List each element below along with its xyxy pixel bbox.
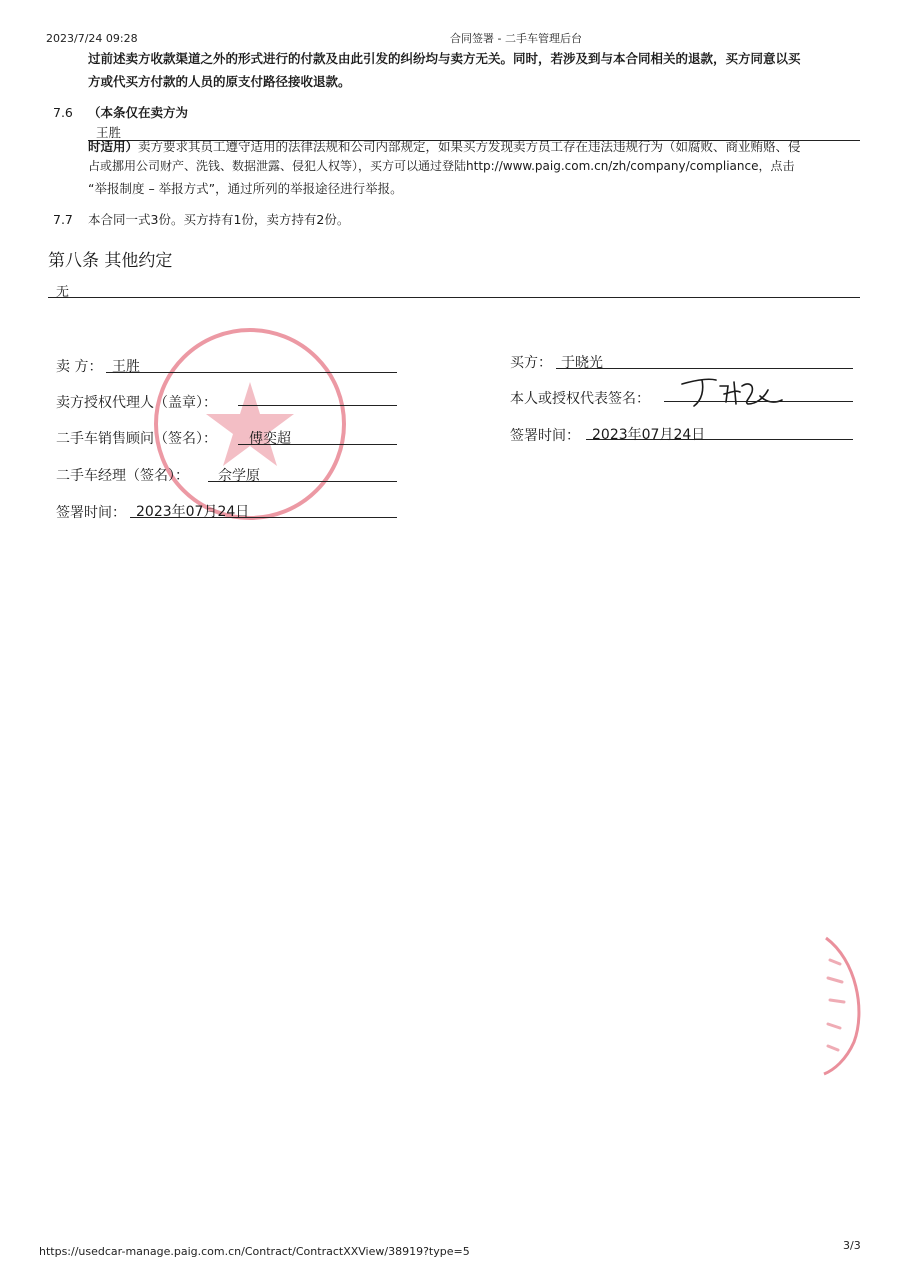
clause-7-6-text3: “举报制度 – 举报方式”，通过所列的举报途径进行举报。 <box>88 181 403 196</box>
clause-7-6-text1: 卖方要求其员工遵守适用的法律法规和公司内部规定，如果买方发现卖方员工存在违法违规行为（如腐败、商业贿赂、侵 <box>138 139 801 154</box>
sales-advisor-label: 二手车销售顾问（签名）： <box>56 431 217 447</box>
seller-date-label: 签署时间： <box>56 505 126 521</box>
clause-7-6-text2: 占或挪用公司财产、洗钱、数据泄露、侵犯人权等），买方可以通过登陆http://www.paig.com.cn/zh/company/compliance，点击 <box>88 159 795 173</box>
clause-7-6-number: 7.6 <box>53 105 73 120</box>
buyer-handwritten-signature <box>676 372 786 410</box>
seller-date-underline <box>130 517 397 518</box>
buyer-underline <box>556 368 853 369</box>
buyer-value: 于晓光 <box>561 355 603 371</box>
seam-seal-partial <box>800 930 870 1080</box>
seller-label: 卖 方： <box>56 359 103 375</box>
clause-cont-line2: 方或代买方付款的人员的原支付路径接收退款。 <box>88 74 351 89</box>
footer-url: https://usedcar-manage.paig.com.cn/Contract/ContractXXView/38919?type=5 <box>39 1245 470 1258</box>
footer-page-number: 3/3 <box>843 1239 861 1252</box>
buyer-date-underline <box>586 439 853 440</box>
manager-underline <box>208 481 397 482</box>
clause-7-6-prefix: （本条仅在卖方为 <box>88 105 189 120</box>
manager-value: 佘学原 <box>218 468 260 484</box>
buyer-date-value: 2023年07月24日 <box>592 427 706 443</box>
print-datetime: 2023/7/24 09:28 <box>46 32 138 45</box>
seller-date-value: 2023年07月24日 <box>136 504 250 520</box>
clause-7-7-number: 7.7 <box>53 212 73 227</box>
sales-advisor-underline <box>238 444 397 445</box>
buyer-label: 买方： <box>510 355 552 371</box>
buyer-sign-label: 本人或授权代表签名： <box>510 391 650 407</box>
sales-advisor-value: 傅奕超 <box>249 431 291 447</box>
seller-agent-underline <box>238 405 397 406</box>
seller-underline <box>106 372 397 373</box>
manager-label: 二手车经理（签名）： <box>56 468 189 484</box>
article-8-underline <box>48 297 860 298</box>
article-8-content: 无 <box>56 285 70 300</box>
seller-value: 王胜 <box>112 359 140 375</box>
clause-7-7-text: 本合同一式3份。买方持有1份，卖方持有2份。 <box>88 212 350 227</box>
seller-agent-label: 卖方授权代理人（盖章）： <box>56 395 217 411</box>
buyer-sign-underline <box>664 401 853 402</box>
seller-company-seal <box>150 324 350 524</box>
article-8-title: 第八条 其他约定 <box>48 251 173 271</box>
page-header-title: 合同签署 - 二手车管理后台 <box>450 32 582 45</box>
clause-7-6-bold-lead: 时适用） <box>88 139 139 154</box>
clause-cont-line1: 过前述卖方收款渠道之外的形式进行的付款及由此引发的纠纷均与卖方无关。同时，若涉及到与本合同相关的退款，买方同意以买 <box>88 51 801 66</box>
clause-7-6-fill: 王胜 <box>96 125 122 140</box>
buyer-date-label: 签署时间： <box>510 428 580 444</box>
